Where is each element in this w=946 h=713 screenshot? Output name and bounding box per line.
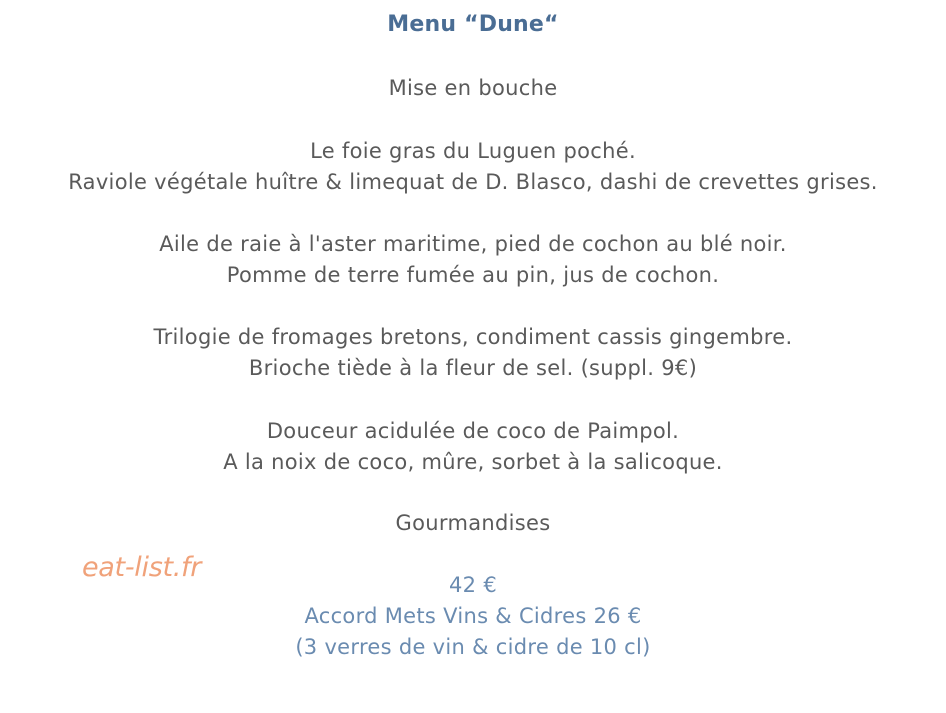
course-1-line-2: Raviole végétale huître & limequat de D. Blasco, dashi de crevettes grises. xyxy=(68,170,878,194)
watermark-logo: eat-list.fr xyxy=(82,552,202,583)
course-3-line-1: Trilogie de fromages bretons, condiment cassis gingembre. xyxy=(153,325,793,349)
course-1-line-1: Le foie gras du Luguen poché. xyxy=(310,139,636,163)
wine-pairing-note: (3 verres de vin & cidre de 10 cl) xyxy=(295,635,651,659)
menu-price: 42 € xyxy=(449,573,497,597)
course-2-line-1: Aile de raie à l'aster maritime, pied de cochon au blé noir. xyxy=(159,232,787,256)
gourmandises-line: Gourmandises xyxy=(395,511,551,535)
course-3-line-2: Brioche tiède à la fleur de sel. (suppl. 9€) xyxy=(248,356,698,380)
course-2-line-2: Pomme de terre fumée au pin, jus de cochon. xyxy=(226,263,720,287)
menu-title: Menu “Dune“ xyxy=(387,12,559,37)
course-4-line-2: A la noix de coco, mûre, sorbet à la salicoque. xyxy=(223,450,723,474)
amuse-bouche-line: Mise en bouche xyxy=(388,76,558,100)
wine-pairing-price: Accord Mets Vins & Cidres 26 € xyxy=(304,604,642,628)
course-4-line-1: Douceur acidulée de coco de Paimpol. xyxy=(266,419,680,443)
